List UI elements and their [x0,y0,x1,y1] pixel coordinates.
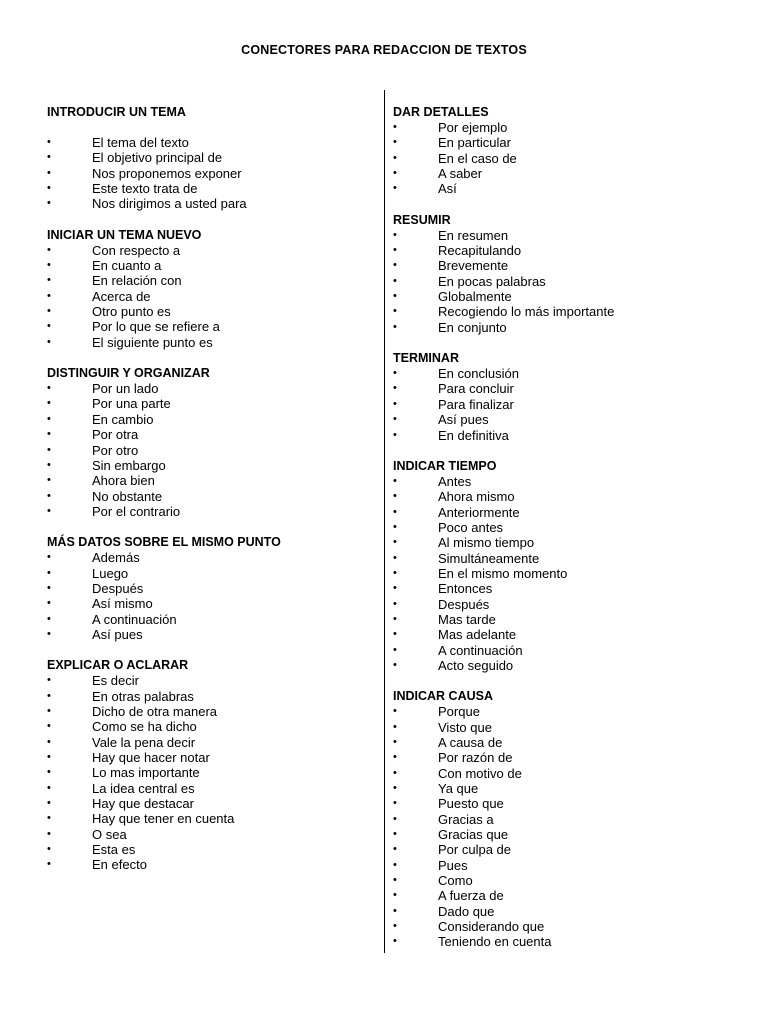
list-item [47,750,367,765]
bullet-icon: • [47,627,51,640]
connector-text: No obstante [92,488,163,504]
bullet-icon: • [393,705,397,718]
connector-section [393,212,753,335]
connector-section [393,688,753,950]
list-item [47,289,367,304]
bullet-icon: • [393,305,397,318]
list-item [393,551,753,566]
bullet-icon: • [393,428,397,441]
connector-text: O sea [92,826,127,842]
list-item [393,381,753,396]
bullet-icon: • [393,551,397,564]
bullet-icon: • [393,920,397,933]
bullet-icon: • [47,781,51,794]
list-item [47,412,367,427]
list-item [393,520,753,535]
bullet-icon: • [393,628,397,641]
list-item [393,612,753,627]
bullet-icon: • [47,766,51,779]
list-item [47,273,367,288]
connector-list [47,243,367,350]
connector-text: Así pues [438,412,489,428]
bullet-icon: • [393,612,397,625]
bullet-icon: • [393,367,397,380]
bullet-icon: • [393,843,397,856]
connector-text: Brevemente [438,258,509,274]
list-item [393,842,753,857]
connector-text: Como [438,873,473,889]
bullet-icon: • [393,720,397,733]
list-item [47,550,367,565]
connector-text: Para finalizar [438,396,514,412]
list-item [47,135,367,150]
connector-text: Ahora mismo [438,489,515,505]
list-item [47,243,367,258]
bullet-icon: • [393,858,397,871]
bullet-icon: • [47,689,51,702]
bullet-icon: • [393,658,397,671]
list-item [47,458,367,473]
list-item [47,689,367,704]
connector-text: Poco antes [438,519,504,535]
bullet-icon: • [47,812,51,825]
connector-section [47,534,367,642]
connector-list [393,366,753,443]
connector-text: Acerca de [92,288,151,304]
section-heading: INDICAR TIEMPO [393,458,497,473]
connector-text: Luego [92,565,129,581]
bullet-icon: • [393,736,397,748]
connector-text: Por otro [92,442,139,458]
bullet-icon: • [47,397,51,410]
bullet-icon: • [393,259,397,272]
list-item [393,643,753,658]
connector-text: A continuación [92,611,177,627]
bullet-icon: • [393,505,397,518]
list-item [393,228,753,243]
connector-text: Nos dirigimos a usted para [92,196,247,212]
connector-text: En resumen [438,227,509,243]
connector-text: Mas adelante [438,627,517,643]
list-item [47,489,367,504]
list-item [393,304,753,319]
connector-text: Con respecto a [92,242,181,258]
bullet-icon: • [47,151,51,164]
list-item [393,135,753,150]
list-item [47,796,367,811]
section-heading: DAR DETALLES [393,105,489,119]
list-item [393,720,753,735]
connector-section [393,104,753,197]
bullet-icon: • [393,397,397,410]
list-item [393,181,753,196]
connector-section [47,227,367,350]
bullet-icon: • [393,167,397,180]
connector-text: En relación con [92,273,182,289]
connector-text: En cuanto a [92,258,162,274]
list-item [393,627,753,642]
list-item [393,888,753,903]
list-item [47,196,367,211]
connector-list [47,550,367,642]
connector-text: El objetivo principal de [92,150,223,166]
list-item [393,858,753,873]
bullet-icon: • [47,843,51,856]
list-item [393,904,753,919]
connector-list [47,381,367,519]
connector-text: Después [92,580,144,596]
connector-list [47,673,367,872]
connector-text: Al mismo tiempo [438,535,535,551]
bullet-icon: • [393,643,397,656]
connector-text: Visto que [438,719,492,735]
connector-text: Nos proponemos exponer [92,165,242,181]
bullet-icon: • [393,904,397,917]
list-item [393,735,753,750]
bullet-icon: • [393,935,397,948]
list-item [47,719,367,734]
bullet-icon: • [393,566,397,579]
connector-text: En otras palabras [92,688,194,704]
list-item [393,566,753,581]
connector-text: Pues [438,857,468,873]
bullet-icon: • [393,797,397,810]
document-title: CONECTORES PARA REDACCION DE TEXTOS [241,43,527,57]
right-column [393,104,753,965]
list-item [393,428,753,443]
list-item [47,443,367,458]
list-item [393,474,753,489]
connector-text: Hay que hacer notar [92,750,210,765]
bullet-icon: • [47,259,51,272]
connector-text: El tema del texto [92,135,189,150]
connector-text: Mas tarde [438,611,496,627]
list-item [393,151,753,166]
connector-text: En efecto [92,857,147,873]
bullet-icon: • [47,797,51,810]
bullet-icon: • [47,458,51,471]
bullet-icon: • [393,889,397,902]
connector-text: Dado que [438,903,495,919]
connector-text: Esta es [92,842,136,858]
list-item [47,473,367,488]
connector-text: Así pues [92,626,143,642]
connector-text: Teniendo en cuenta [438,934,552,950]
list-item [47,258,367,273]
list-item [47,396,367,411]
list-item [47,596,367,611]
bullet-icon: • [393,244,397,257]
list-item [47,842,367,857]
bullet-icon: • [393,121,397,133]
connector-text: Ahora bien [92,473,155,489]
section-heading: INTRODUCIR UN TEMA [47,105,186,119]
section-heading: EXPLICAR O ACLARAR [47,658,189,673]
connector-text: En el caso de [438,150,517,166]
connector-section [393,350,753,443]
connector-text: Ya que [438,781,479,797]
bullet-icon: • [47,720,51,733]
list-item [393,873,753,888]
bullet-icon: • [47,335,51,348]
connector-text: Por razón de [438,750,513,766]
bullet-icon: • [47,858,51,871]
list-item [393,289,753,304]
list-item [47,335,367,350]
connector-text: Para concluir [438,381,514,397]
connector-text: Además [92,550,140,566]
bullet-icon: • [47,735,51,748]
bullet-icon: • [47,320,51,333]
connector-text: Anteriormente [438,504,520,520]
list-item [393,243,753,258]
list-item [393,258,753,273]
connector-text: A saber [438,166,483,182]
connector-text: En cambio [92,411,154,427]
left-column [47,104,367,888]
list-item [393,320,753,335]
section-heading: MÁS DATOS SOBRE EL MISMO PUNTO [47,535,281,550]
list-item [47,150,367,165]
connector-list [47,135,367,212]
connector-text: A continuación [438,642,523,658]
connector-text: Así [438,181,457,197]
bullet-icon: • [393,136,397,149]
heading-spacer [47,120,367,135]
list-item [393,766,753,781]
list-item [47,735,367,750]
bullet-icon: • [393,228,397,241]
bullet-icon: • [47,704,51,717]
list-item [393,505,753,520]
list-item [47,765,367,780]
connector-text: A fuerza de [438,888,504,904]
section-heading: TERMINAR [393,351,459,366]
bullet-icon: • [393,413,397,426]
list-item [393,827,753,842]
list-item [47,427,367,442]
column-divider [384,90,385,953]
bullet-icon: • [47,566,51,579]
connector-text: Por otra [92,427,139,443]
connector-text: Gracias a [438,811,494,827]
connector-text: Vale la pena decir [92,734,196,750]
section-heading: DISTINGUIR Y ORGANIZAR [47,366,210,381]
bullet-icon: • [47,166,51,179]
list-item [393,597,753,612]
connector-text: Hay que tener en cuenta [92,811,235,827]
connector-text: Antes [438,473,472,489]
connector-text: Este texto trata de [92,181,198,197]
bullet-icon: • [393,382,397,395]
bullet-icon: • [47,597,51,610]
bullet-icon: • [393,597,397,610]
connector-list [393,474,753,673]
bullet-icon: • [47,428,51,441]
bullet-icon: • [393,751,397,764]
bullet-icon: • [47,182,51,195]
list-item [47,781,367,796]
bullet-icon: • [47,489,51,502]
bullet-icon: • [393,812,397,825]
connector-text: Porque [438,704,480,720]
bullet-icon: • [47,581,51,594]
bullet-icon: • [393,320,397,333]
connector-text: Gracias que [438,827,509,843]
list-item [393,535,753,550]
bullet-icon: • [47,289,51,302]
list-item [393,796,753,811]
list-item [393,397,753,412]
list-item [393,366,753,381]
bullet-icon: • [47,751,51,763]
connector-text: Recapitulando [438,243,522,259]
connector-text: Después [438,596,490,612]
bullet-icon: • [393,490,397,503]
list-item [47,673,367,688]
list-item [393,919,753,934]
bullet-icon: • [47,382,51,395]
list-item [393,166,753,181]
connector-text: Hay que destacar [92,796,194,812]
section-heading: INICIAR UN TEMA NUEVO [47,227,202,242]
connector-text: Por lo que se refiere a [92,319,220,335]
bullet-icon: • [393,182,397,195]
connector-section [47,365,367,519]
connector-text: Por una parte [92,396,171,412]
list-item [393,658,753,673]
list-item [47,612,367,627]
list-item [47,704,367,719]
bullet-icon: • [47,474,51,487]
connector-text: La idea central es [92,780,195,796]
bullet-icon: • [47,612,51,625]
bullet-icon: • [393,520,397,533]
connector-text: Recogiendo lo más importante [438,304,615,320]
bullet-icon: • [393,474,397,487]
bullet-icon: • [393,290,397,303]
bullet-icon: • [393,766,397,779]
connector-section [47,104,367,212]
bullet-icon: • [47,243,51,256]
bullet-icon: • [47,551,51,564]
bullet-icon: • [393,828,397,841]
bullet-icon: • [393,582,397,595]
list-item [47,857,367,872]
connector-text: Entonces [438,581,493,597]
list-item [393,274,753,289]
connector-text: En conclusión [438,366,519,382]
list-item [393,781,753,796]
connector-text: Por un lado [92,381,159,397]
bullet-icon: • [393,874,397,887]
bullet-icon: • [47,136,51,148]
connector-text: En conjunto [438,319,507,335]
bullet-icon: • [47,305,51,318]
connector-section [393,458,753,673]
list-item [393,934,753,949]
section-heading: RESUMIR [393,212,451,227]
bullet-icon: • [393,782,397,795]
connector-text: En particular [438,135,511,151]
connector-text: Lo mas importante [92,765,200,781]
list-item [47,581,367,596]
connector-list [393,228,753,335]
list-item [47,811,367,826]
list-item [393,412,753,427]
list-item [393,489,753,504]
connector-text: Considerando que [438,919,545,935]
list-item [47,181,367,196]
bullet-icon: • [47,412,51,425]
list-item [393,812,753,827]
list-item [47,166,367,181]
list-item [47,504,367,519]
connector-text: Como se ha dicho [92,719,197,735]
connector-text: En pocas palabras [438,273,546,289]
connector-text: Así mismo [92,596,153,612]
bullet-icon: • [393,536,397,549]
list-item [47,304,367,319]
connector-section [47,657,367,872]
connector-text: Globalmente [438,289,512,305]
bullet-icon: • [47,504,51,517]
bullet-icon: • [393,274,397,287]
bullet-icon: • [47,197,51,210]
list-item [47,381,367,396]
connector-text: Con motivo de [438,765,522,781]
bullet-icon: • [47,443,51,456]
list-item [47,627,367,642]
bullet-icon: • [47,827,51,840]
connector-text: Por culpa de [438,842,511,858]
list-item [47,566,367,581]
connector-text: Simultáneamente [438,550,540,566]
connector-list [393,704,753,950]
bullet-icon: • [47,274,51,287]
section-heading: INDICAR CAUSA [393,689,493,704]
connector-text: Dicho de otra manera [92,703,218,719]
bullet-icon: • [47,674,51,687]
connector-list [393,120,753,197]
connector-text: Por ejemplo [438,120,508,135]
bullet-icon: • [393,151,397,164]
list-item [393,750,753,765]
list-item [47,827,367,842]
list-item [393,120,753,135]
connector-text: Acto seguido [438,657,514,673]
list-item [47,319,367,334]
list-item [393,581,753,596]
connector-text: Es decir [92,673,139,689]
connector-text: Por el contrario [92,503,181,519]
connector-text: Sin embargo [92,457,166,473]
connector-text: Puesto que [438,796,504,812]
connector-text: Otro punto es [92,304,171,320]
connector-text: A causa de [438,735,503,750]
connector-text: El siguiente punto es [92,334,213,350]
connector-text: En el mismo momento [438,565,568,581]
connector-text: En definitiva [438,427,509,443]
list-item [393,704,753,719]
